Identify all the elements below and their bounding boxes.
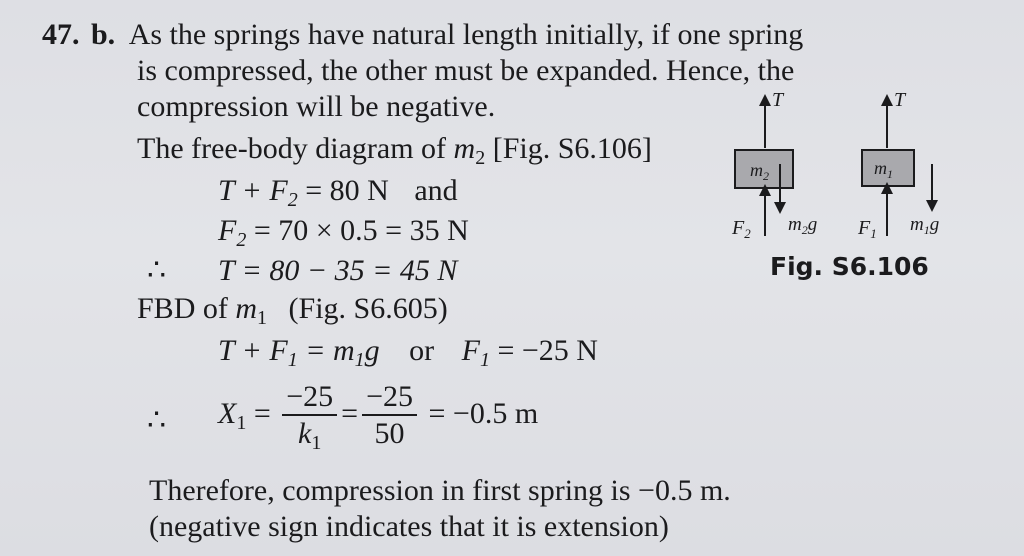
fbd-m1-heading: FBD of $m_1$ (Fig. S6.605) [137,292,448,329]
conclusion-line-2: (negative sign indicates that it is extension) [149,510,669,543]
weight-m1g-label: $m_1g$ [910,214,940,237]
force-f1-label: $F_1$ [858,217,877,241]
block-m1-group [857,89,939,241]
free-body-diagram-figure [720,88,980,248]
fraction-1: $\frac{-25}{k_1}$ [282,380,337,452]
equation-1: $T + F_2 = 80$ N and [218,174,458,211]
equation-2: $F_2 = 70 \times 0.5 = 35$ N [218,214,469,251]
problem-line-1 [42,18,803,52]
force-f2-label: $F_2$ [732,217,751,241]
block-m2-group [731,89,817,241]
equation-3: T = 80 − 35 = 45 N [218,254,458,287]
equation-3-therefore: ∴ [147,254,167,287]
intro-text-1: As the springs have natural length initially, if one spring [128,18,804,51]
fbd-m2-heading: The free-body diagram of $m_2$ [Fig. S6.106] [137,132,652,169]
tension-label-right: T [894,89,906,111]
option-label: b. [91,18,116,51]
intro-text-3: compression will be negative. [137,90,496,123]
weight-m2g-label: $m_2g$ [788,214,818,237]
conclusion-line-1: Therefore, compression in first spring is −0.5 m. [149,474,731,507]
equation-5: $X_1$ = $\frac{-25}{k_1}$ = $\frac{-25}{50}$ = −0.5 m [218,380,539,454]
equation-5-therefore: ∴ [147,404,167,437]
intro-text-2: is compressed, the other must be expanded. Hence, the [137,54,795,87]
block-m1-label: $m_1$ [874,158,893,181]
tension-label-left: T [772,89,784,111]
fraction-2: $\frac{-25}{50}$ [362,380,417,452]
block-m2-label: $m_2$ [750,160,769,183]
problem-number: 47. [42,18,80,51]
figure-caption: Fig. S6.106 [770,252,929,281]
equation-4: $T + F_1 = m_1g$ or $F_1 = -25$ N [218,334,598,371]
